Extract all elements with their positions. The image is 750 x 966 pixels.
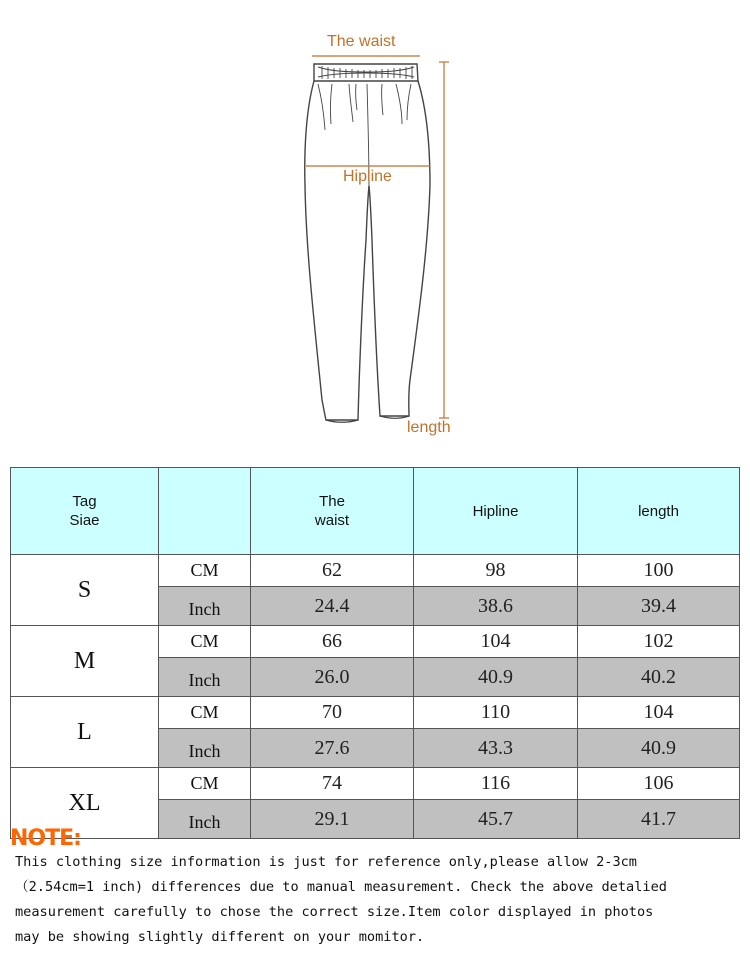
pants-illustration	[0, 0, 750, 450]
unit-cm: CM	[159, 697, 251, 729]
unit-inch: Inch	[159, 587, 251, 626]
pants-diagram	[0, 0, 750, 450]
header-tag-size	[11, 468, 159, 555]
length-cm: 106	[578, 768, 740, 800]
size-chart-table	[10, 467, 740, 839]
waist-inch: 26.0	[251, 658, 414, 697]
length-inch: 40.9	[578, 729, 740, 768]
unit-cm: CM	[159, 555, 251, 587]
note-line: may be showing slightly different on your momitor.	[15, 929, 425, 945]
note-text	[15, 850, 735, 950]
length-inch: 40.2	[578, 658, 740, 697]
hipline-cm: 98	[414, 555, 578, 587]
unit-cm: CM	[159, 626, 251, 658]
length-cm: 104	[578, 697, 740, 729]
length-cm: 102	[578, 626, 740, 658]
hipline-cm: 116	[414, 768, 578, 800]
table-row	[11, 768, 740, 800]
note-line: （2.54cm=1 inch) differences due to manual measurement. Check the above detalied	[15, 879, 667, 895]
table-row	[11, 697, 740, 729]
size-cell: L	[11, 697, 159, 768]
hipline-inch: 43.3	[414, 729, 578, 768]
length-inch: 39.4	[578, 587, 740, 626]
length-cm: 100	[578, 555, 740, 587]
waist-cm: 62	[251, 555, 414, 587]
unit-inch: Inch	[159, 658, 251, 697]
header-tag-line2: Siae	[69, 512, 100, 529]
unit-inch: Inch	[159, 729, 251, 768]
size-cell: XL	[11, 768, 159, 839]
length-label: length	[407, 419, 451, 436]
hipline-label: Hipline	[343, 168, 392, 185]
waist-cm: 74	[251, 768, 414, 800]
waist-cm: 66	[251, 626, 414, 658]
note-line: This clothing size information is just for reference only,please allow 2-3cm	[15, 854, 637, 870]
table-row	[11, 626, 740, 658]
note-title: NOTE:	[10, 826, 81, 851]
header-tag-line1: Tag	[72, 493, 97, 510]
hipline-inch: 45.7	[414, 800, 578, 839]
header-waist	[251, 468, 414, 555]
unit-inch: Inch	[159, 800, 251, 839]
size-cell: M	[11, 626, 159, 697]
left-leg	[305, 81, 369, 420]
waist-inch: 29.1	[251, 800, 414, 839]
header-unit	[159, 468, 251, 555]
hipline-cm: 110	[414, 697, 578, 729]
hipline-inch: 38.6	[414, 587, 578, 626]
length-inch: 41.7	[578, 800, 740, 839]
unit-cm: CM	[159, 768, 251, 800]
waist-cm: 70	[251, 697, 414, 729]
hipline-cm: 104	[414, 626, 578, 658]
header-length: length	[578, 468, 740, 555]
waist-label: The waist	[327, 33, 396, 50]
table-row	[11, 555, 740, 587]
header-waist-line1: The	[319, 493, 345, 510]
waist-inch: 24.4	[251, 587, 414, 626]
table-header-row	[11, 468, 740, 555]
header-hipline: Hipline	[414, 468, 578, 555]
waist-inch: 27.6	[251, 729, 414, 768]
hipline-inch: 40.9	[414, 658, 578, 697]
note-line: measurement carefully to chose the correct size.Item color displayed in photos	[15, 904, 654, 920]
size-cell: S	[11, 555, 159, 626]
right-leg	[369, 81, 430, 416]
header-waist-line2: waist	[314, 512, 350, 529]
